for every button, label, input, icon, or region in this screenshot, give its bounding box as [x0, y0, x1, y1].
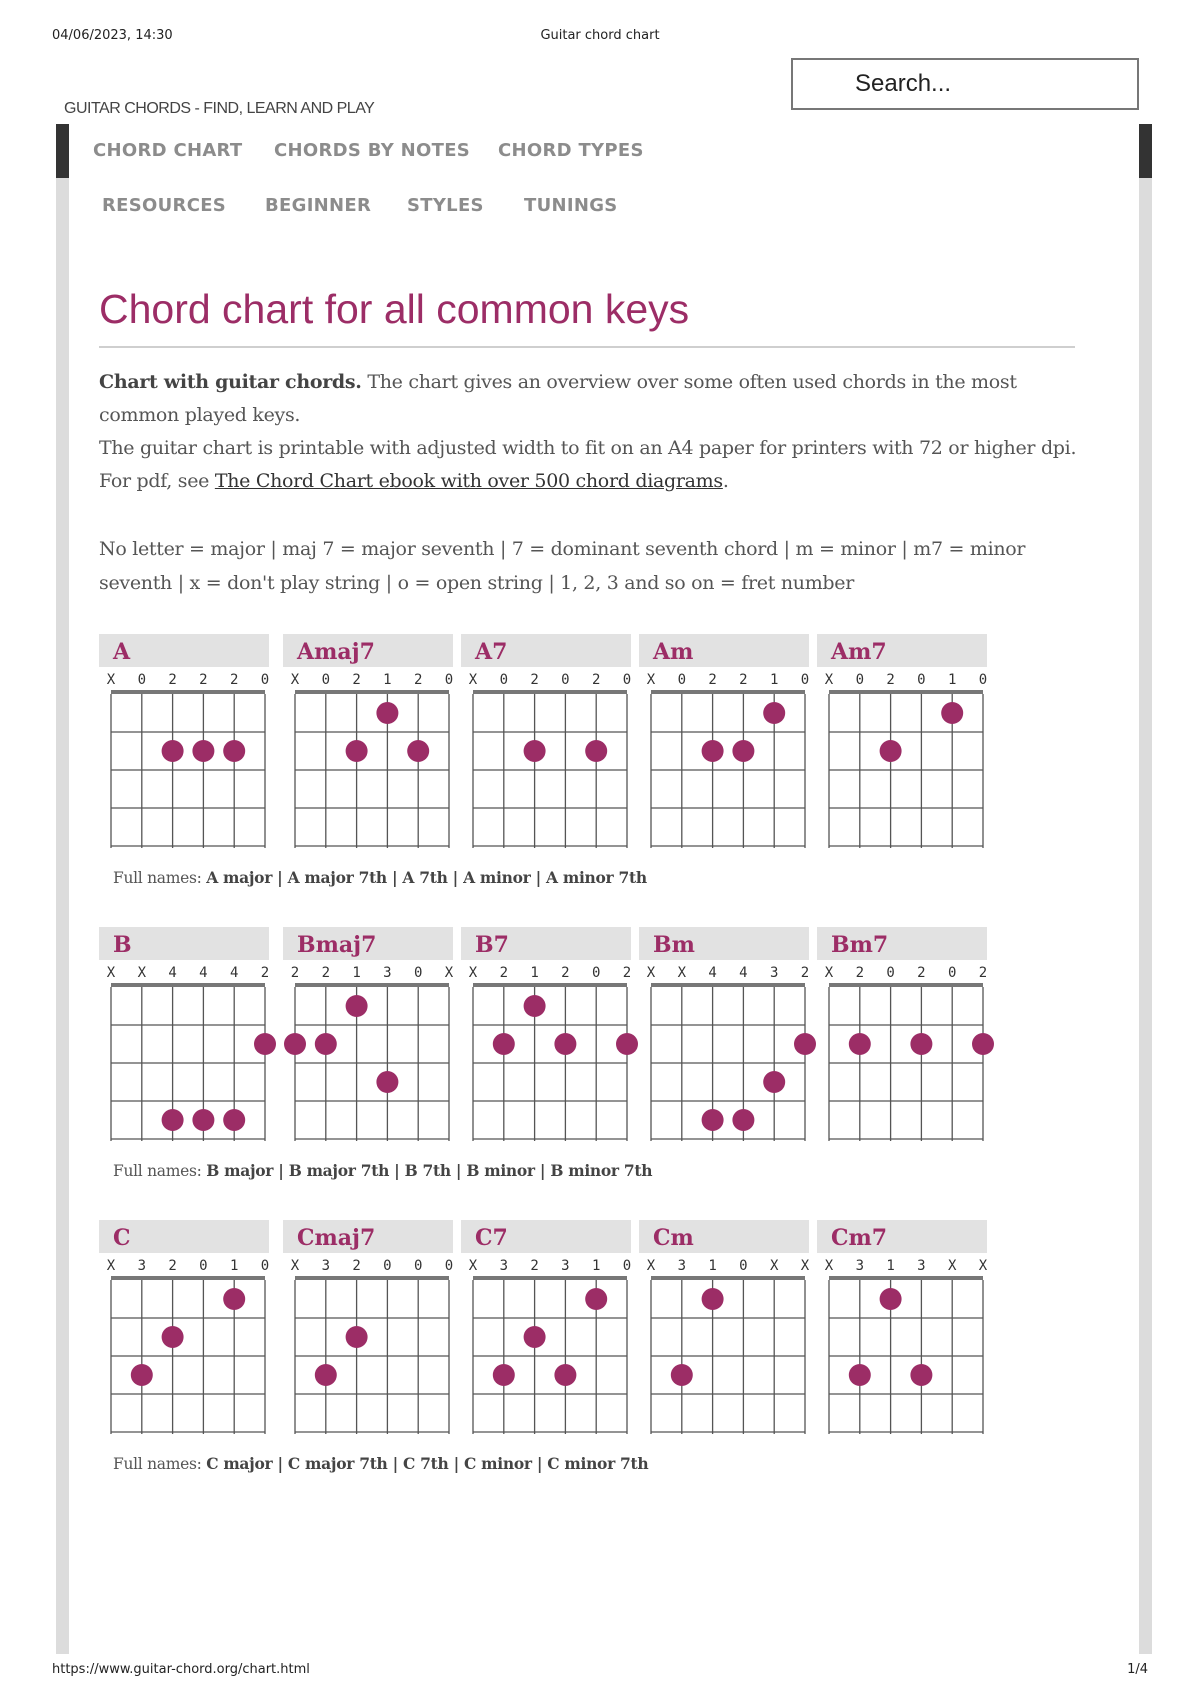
string-marker: 0: [260, 1258, 270, 1274]
chord-nut: [111, 1276, 265, 1280]
intro-text-1: The chart gives an overview over some often used chords in the most common played keys.: [99, 371, 1017, 426]
string-marker: X: [646, 965, 656, 981]
nav-beginner[interactable]: BEGINNER: [265, 195, 372, 216]
string-marker: 2: [800, 965, 810, 981]
chord-name: C7: [475, 1225, 508, 1251]
nav-styles[interactable]: STYLES: [407, 195, 484, 216]
chord-name: Am: [653, 639, 694, 665]
string-marker: 3: [917, 1258, 926, 1274]
chord-name: Bmaj7: [297, 932, 377, 958]
string-marker: 0: [978, 672, 988, 688]
string-marker: X: [290, 1258, 300, 1274]
finger-dot: [192, 740, 214, 762]
finger-dot: [763, 1071, 785, 1093]
string-marker: 2: [229, 672, 239, 688]
string-marker: 2: [352, 672, 361, 688]
string-marker: X: [646, 672, 656, 688]
page-frame-right: [1139, 124, 1152, 1654]
finger-dot: [162, 1326, 184, 1348]
fullnames-group-a: [113, 868, 647, 887]
string-marker: 4: [739, 965, 748, 981]
string-marker: 2: [168, 1258, 177, 1274]
string-marker: 2: [708, 672, 717, 688]
chord-name: Am7: [831, 639, 887, 665]
string-marker: 0: [886, 965, 895, 981]
string-marker: 4: [229, 965, 239, 981]
title-divider: [99, 346, 1075, 348]
print-header: [52, 28, 1148, 48]
chord-legend: No letter = major | maj 7 = major seventh | 7 = dominant seventh chord | m = minor | m7 = minor seventh | x = don't play string | o = open string | 1, 2, 3 and so on = fret number: [99, 538, 1026, 594]
fullnames-label: Full names:: [113, 1455, 202, 1473]
chord-name: C: [113, 1225, 131, 1251]
string-marker: X: [468, 672, 478, 688]
page-title: Chord chart for all common keys: [99, 286, 690, 332]
fullnames-label: Full names:: [113, 1162, 202, 1180]
string-marker: X: [468, 965, 478, 981]
site-tagline: GUITAR CHORDS - FIND, LEARN AND PLAY: [64, 100, 375, 117]
string-marker: X: [468, 1258, 478, 1274]
chord-name: Cm: [653, 1225, 694, 1251]
finger-dot: [162, 740, 184, 762]
finger-dot: [223, 740, 245, 762]
string-marker: 0: [413, 965, 423, 981]
finger-dot: [524, 995, 546, 1017]
string-marker: 1: [886, 1258, 895, 1274]
finger-dot: [732, 740, 754, 762]
string-marker: 2: [886, 672, 895, 688]
string-marker: 4: [708, 965, 717, 981]
string-marker: 3: [677, 1258, 687, 1274]
finger-dot: [162, 1109, 184, 1131]
print-url: https://www.guitar-chord.org/chart.html: [52, 1662, 310, 1677]
string-marker: 1: [530, 965, 539, 981]
string-marker: 0: [444, 1258, 454, 1274]
finger-dot: [849, 1364, 871, 1386]
intro-text: [99, 366, 1089, 498]
finger-dot: [910, 1364, 932, 1386]
string-marker: X: [106, 672, 116, 688]
nav-chords-by-notes[interactable]: CHORDS BY NOTES: [274, 140, 471, 161]
string-marker: 3: [855, 1258, 865, 1274]
finger-dot: [493, 1033, 515, 1055]
finger-dot: [254, 1033, 276, 1055]
finger-dot: [554, 1364, 576, 1386]
string-marker: 2: [290, 965, 300, 981]
string-marker: 0: [739, 1258, 748, 1274]
finger-dot: [554, 1033, 576, 1055]
finger-dot: [524, 1326, 546, 1348]
string-marker: X: [106, 965, 116, 981]
finger-dot: [880, 740, 902, 762]
intro-paragraph-3: [99, 465, 1089, 498]
finger-dot: [941, 702, 963, 724]
chord-name: Amaj7: [297, 639, 375, 665]
finger-dot: [346, 740, 368, 762]
finger-dot: [131, 1364, 153, 1386]
string-marker: 2: [917, 965, 926, 981]
intro-bold: Chart with guitar chords.: [99, 371, 362, 393]
chord-nut: [651, 983, 805, 987]
string-marker: 0: [137, 672, 147, 688]
finger-dot: [493, 1364, 515, 1386]
string-marker: X: [137, 965, 147, 981]
page-frame-left: [56, 124, 69, 1654]
string-marker: 4: [168, 965, 177, 981]
string-marker: 0: [622, 672, 632, 688]
string-marker: X: [800, 1258, 810, 1274]
string-marker: 0: [855, 672, 865, 688]
finger-dot: [524, 740, 546, 762]
chord-name: Bm7: [831, 932, 889, 958]
finger-dot: [223, 1109, 245, 1131]
string-marker: 0: [413, 1258, 423, 1274]
string-marker: 2: [739, 672, 748, 688]
string-marker: 1: [708, 1258, 717, 1274]
fullnames-list: A major | A major 7th | A 7th | A minor | A minor 7th: [206, 868, 647, 887]
string-marker: 2: [260, 965, 270, 981]
intro-paragraph-2: The guitar chart is printable with adjusted width to fit on an A4 paper for printers with 72 or higher dpi.: [99, 437, 1077, 459]
string-marker: 2: [530, 1258, 539, 1274]
string-marker: 0: [561, 672, 570, 688]
string-marker: 3: [499, 1258, 509, 1274]
string-marker: X: [824, 965, 834, 981]
finger-dot: [763, 702, 785, 724]
chord-name: Cmaj7: [297, 1225, 376, 1251]
string-marker: 2: [499, 965, 509, 981]
ebook-link[interactable]: The Chord Chart ebook with over 500 chord diagrams: [214, 470, 723, 492]
chord-nut: [473, 983, 627, 987]
string-marker: 2: [199, 672, 208, 688]
nav-tunings[interactable]: TUNINGS: [524, 195, 618, 216]
string-marker: 0: [499, 672, 509, 688]
finger-dot: [616, 1033, 638, 1055]
finger-dot: [284, 1033, 306, 1055]
intro-text-4: .: [722, 470, 729, 492]
string-marker: 2: [855, 965, 865, 981]
string-marker: 0: [260, 672, 270, 688]
finger-dot: [910, 1033, 932, 1055]
string-marker: 2: [591, 672, 601, 688]
intro-text-3: For pdf, see: [99, 470, 215, 492]
print-page-title: Guitar chord chart: [540, 28, 660, 43]
finger-dot: [223, 1288, 245, 1310]
string-marker: X: [769, 1258, 779, 1274]
finger-dot: [192, 1109, 214, 1131]
finger-dot: [585, 1288, 607, 1310]
string-marker: X: [824, 1258, 834, 1274]
string-marker: 0: [383, 1258, 392, 1274]
string-marker: 2: [321, 965, 331, 981]
finger-dot: [376, 702, 398, 724]
finger-dot: [346, 995, 368, 1017]
chord-name: A: [113, 639, 131, 665]
string-marker: X: [646, 1258, 656, 1274]
string-marker: X: [106, 1258, 116, 1274]
chord-nut: [111, 690, 265, 694]
finger-dot: [880, 1288, 902, 1310]
string-marker: 0: [444, 672, 454, 688]
chord-nut: [829, 690, 983, 694]
finger-dot: [407, 740, 429, 762]
chord-nut: [829, 983, 983, 987]
string-marker: X: [824, 672, 834, 688]
fullnames-group-b: [113, 1161, 652, 1180]
print-page-number: 1/4: [1127, 1662, 1148, 1677]
chord-nut: [295, 983, 449, 987]
finger-dot: [315, 1364, 337, 1386]
fullnames-label: Full names:: [113, 869, 202, 887]
chord-nut: [651, 690, 805, 694]
string-marker: 1: [229, 1258, 239, 1274]
finger-dot: [702, 1288, 724, 1310]
fullnames-list: C major | C major 7th | C 7th | C minor | C minor 7th: [206, 1454, 649, 1473]
intro-paragraph: [99, 366, 1089, 432]
finger-dot: [346, 1326, 368, 1348]
fullnames-group-c: [113, 1454, 648, 1473]
chord-name: Bm: [653, 932, 695, 958]
finger-dot: [376, 1071, 398, 1093]
string-marker: 0: [321, 672, 331, 688]
string-marker: 0: [947, 965, 957, 981]
finger-dot: [671, 1364, 693, 1386]
page-frame-left-accent: [56, 124, 69, 178]
string-marker: 2: [352, 1258, 361, 1274]
string-marker: X: [947, 1258, 957, 1274]
string-marker: 1: [383, 672, 392, 688]
chord-name: B: [113, 932, 132, 958]
finger-dot: [732, 1109, 754, 1131]
string-marker: X: [677, 965, 687, 981]
chord-nut: [295, 1276, 449, 1280]
page-frame-right-accent: [1139, 124, 1152, 178]
string-marker: 2: [168, 672, 177, 688]
string-marker: 3: [321, 1258, 331, 1274]
search-input[interactable]: [793, 60, 1137, 108]
search-box[interactable]: [791, 58, 1139, 110]
string-marker: 2: [978, 965, 988, 981]
nav-chord-chart[interactable]: CHORD CHART: [93, 140, 243, 161]
string-marker: X: [444, 965, 454, 981]
nav-resources[interactable]: RESOURCES: [102, 195, 227, 216]
string-marker: 0: [199, 1258, 208, 1274]
finger-dot: [585, 740, 607, 762]
chord-nut: [295, 690, 449, 694]
string-marker: 2: [561, 965, 570, 981]
chord-name: B7: [475, 932, 509, 958]
string-marker: 3: [137, 1258, 147, 1274]
string-marker: 3: [769, 965, 779, 981]
string-marker: 1: [352, 965, 361, 981]
finger-dot: [794, 1033, 816, 1055]
print-footer: [52, 1662, 1148, 1682]
finger-dot: [702, 1109, 724, 1131]
nav-chord-types[interactable]: CHORD TYPES: [498, 140, 644, 161]
print-timestamp: 04/06/2023, 14:30: [52, 28, 173, 43]
string-marker: 0: [677, 672, 687, 688]
chord-name: Cm7: [831, 1225, 888, 1251]
chord-nut: [111, 983, 265, 987]
string-marker: 3: [383, 965, 392, 981]
string-marker: 0: [591, 965, 601, 981]
finger-dot: [702, 740, 724, 762]
string-marker: X: [978, 1258, 988, 1274]
chord-name: A7: [475, 639, 508, 665]
finger-dot: [849, 1033, 871, 1055]
string-marker: 1: [769, 672, 779, 688]
fullnames-list: B major | B major 7th | B 7th | B minor | B minor 7th: [206, 1161, 653, 1180]
string-marker: 0: [917, 672, 926, 688]
string-marker: 0: [800, 672, 810, 688]
string-marker: 1: [947, 672, 957, 688]
finger-dot: [315, 1033, 337, 1055]
chord-nut: [473, 690, 627, 694]
chord-nut: [829, 1276, 983, 1280]
string-marker: 2: [622, 965, 632, 981]
chord-nut: [473, 1276, 627, 1280]
string-marker: 3: [561, 1258, 570, 1274]
string-marker: 0: [622, 1258, 632, 1274]
string-marker: 1: [591, 1258, 601, 1274]
chord-nut: [651, 1276, 805, 1280]
string-marker: 2: [530, 672, 539, 688]
string-marker: 4: [199, 965, 208, 981]
string-marker: 2: [413, 672, 423, 688]
string-marker: X: [290, 672, 300, 688]
finger-dot: [972, 1033, 994, 1055]
